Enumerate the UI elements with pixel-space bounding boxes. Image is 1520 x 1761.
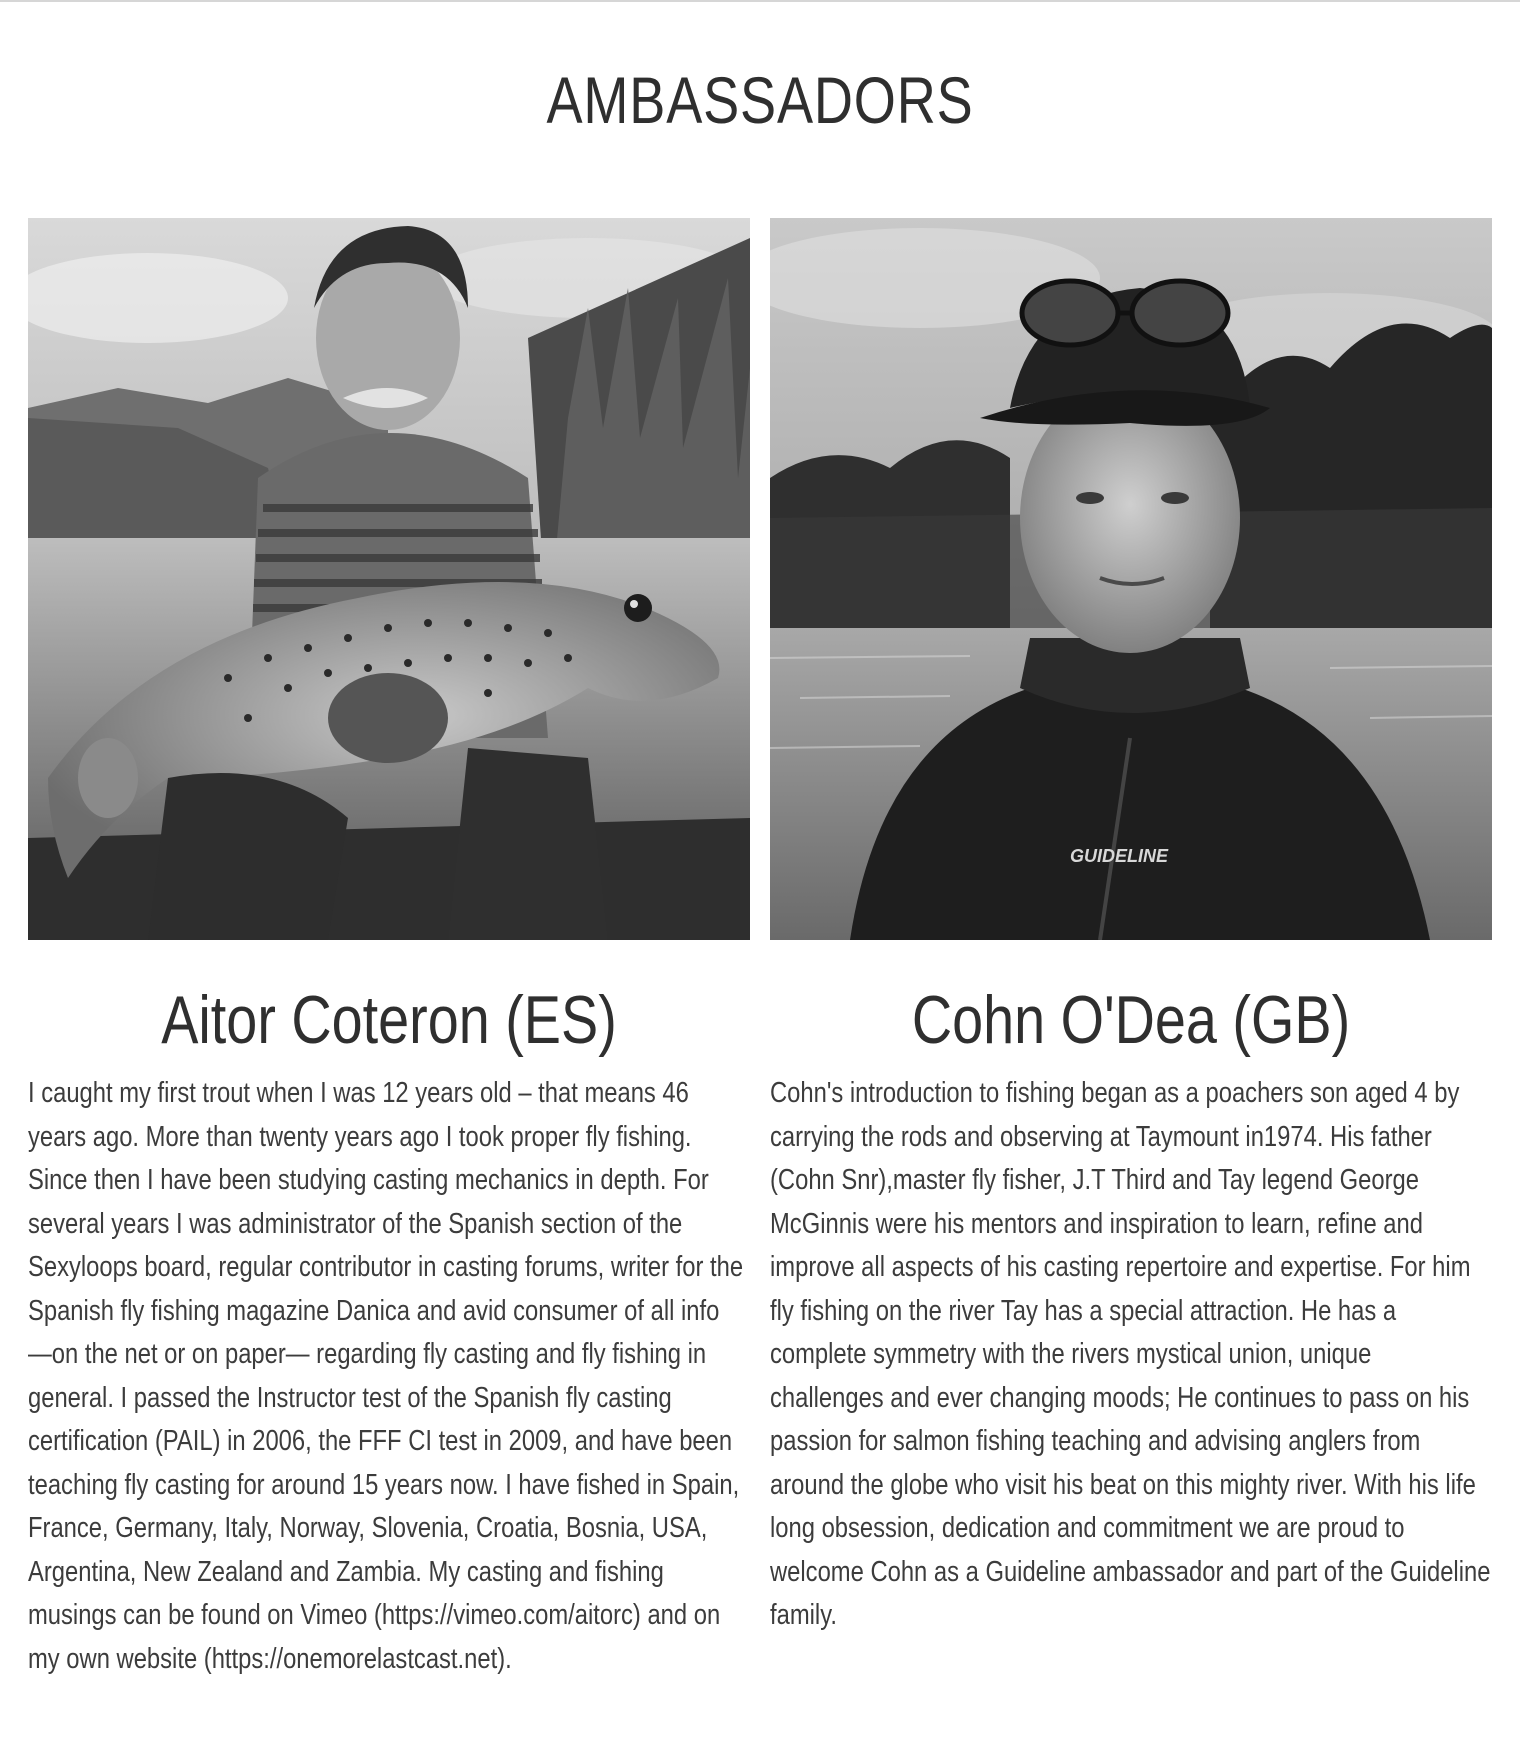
- ambassador-photo[interactable]: [770, 218, 1492, 940]
- ambassador-bio: Cohn's introduction to fishing began as a poachers son aged 4 by carrying the rods and observing at Taymount in1974. His father (Cohn Snr),master fly fisher, J.T Third and Tay legend George McGinnis were his mentors and inspiration to learn, refine and improve all aspects of his casting repertoire and expertise. For him fly fishing on the river Tay has a special attraction. He has a complete symmetry with the rivers mystical union, unique challenges and ever changing moods; He continues to pass on his passion for salmon fishing teaching and advising anglers from around the globe who visit his beat on this mighty river. With his life long obsession, dedication and commitment we are proud to welcome Cohn as a Guideline ambassador and part of the Guideline family.: [770, 1077, 1491, 1631]
- top-divider: [0, 0, 1520, 2]
- ambassador-card: [770, 218, 1492, 1638]
- ambassador-bio: I caught my first trout when I was 12 years old – that means 46 years ago. More than twenty years ago I took proper fly fishing. Since then I have been studying casting mechanics in depth. For several years I was administrator of the Spanish section of the Sexyloops board, regular contributor in casting forums, writer for the Spanish fly fishing magazine Danica and avid consumer of all info —on the net or on paper— regarding fly casting and fly fishing in general. I passed the Instructor test of the Spanish fly casting certification (PAIL) in 2006, the FFF CI test in 2009, and have been teaching fly casting for around 15 years now. I have fished in Spain, France, Germany, Italy, Norway, Slovenia, Croatia, Bosnia, USA, Argentina, New Zealand and Zambia. My casting and fishing musings can be found on Vimeo (https://vimeo.com/aitorc) and on my own website (https://onemorelastcast.net).: [28, 1077, 744, 1675]
- ambassador-name: Cohn O'Dea (GB): [911, 982, 1351, 1058]
- page-title: AMBASSADORS: [546, 63, 974, 137]
- jacket-logo-text: GUIDELINE: [1070, 846, 1169, 866]
- ambassador-name: Aitor Coteron (ES): [161, 982, 617, 1058]
- ambassador-card: [28, 218, 750, 1681]
- ambassador-photo[interactable]: [28, 218, 750, 940]
